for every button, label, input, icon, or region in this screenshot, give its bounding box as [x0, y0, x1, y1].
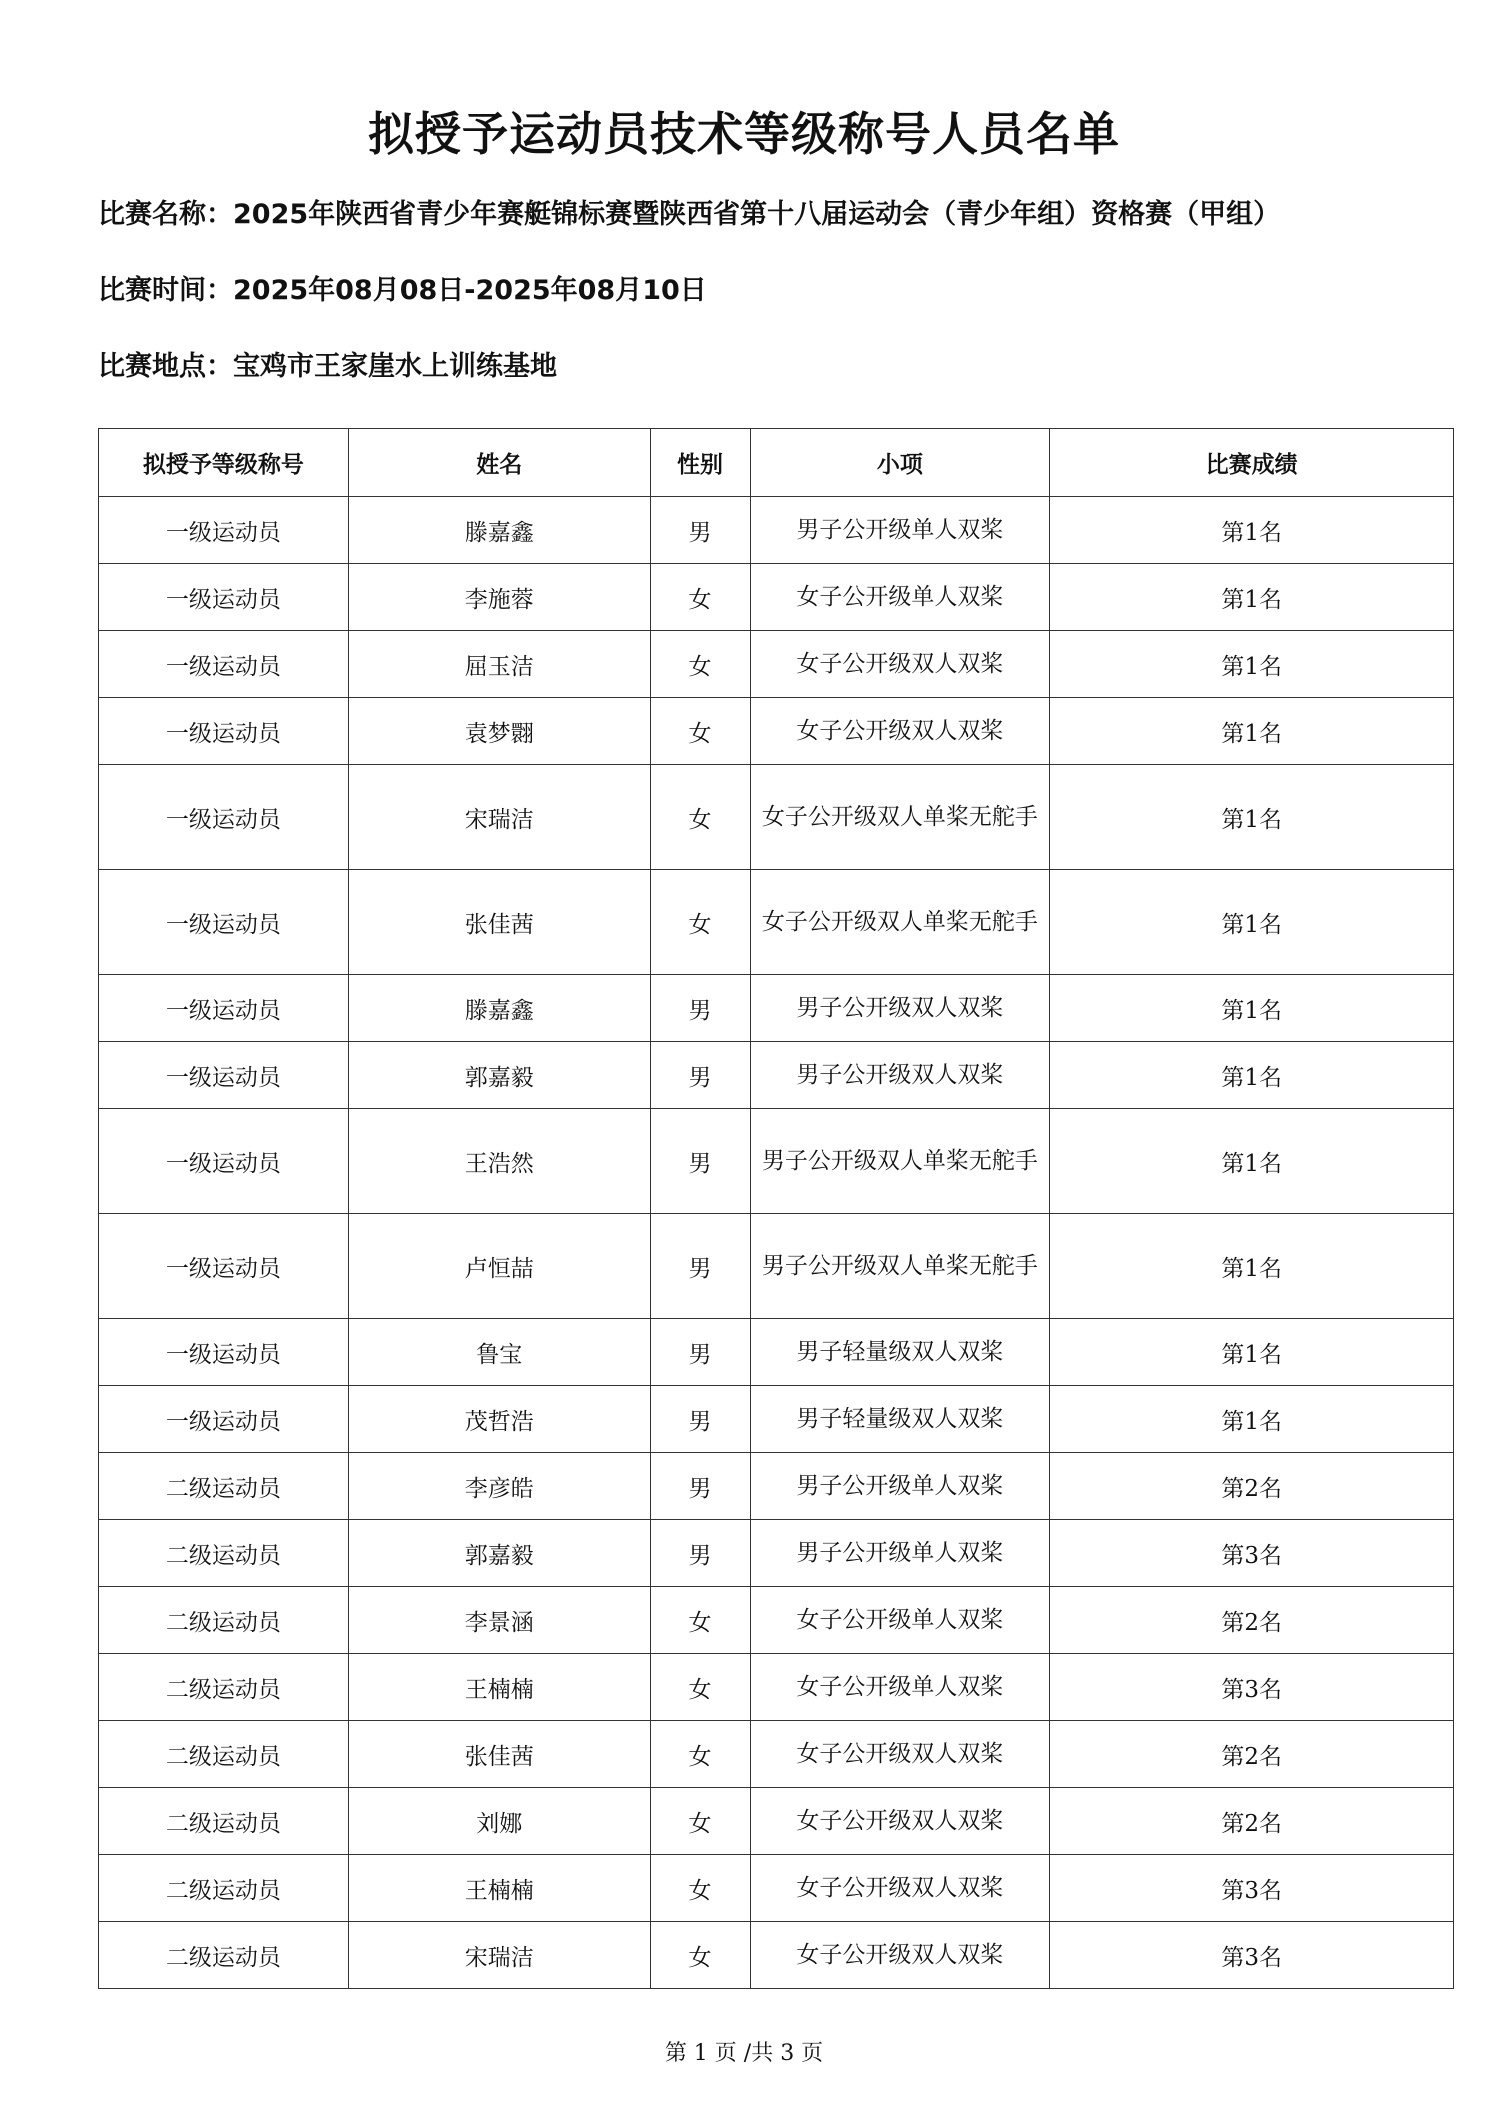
name-cell: 张佳茜	[348, 1721, 650, 1788]
name-cell: 郭嘉毅	[348, 1042, 650, 1109]
result-cell: 第3名	[1050, 1855, 1454, 1922]
result-cell: 第1名	[1050, 1214, 1454, 1319]
table-row	[99, 975, 1454, 1042]
result-cell: 第1名	[1050, 564, 1454, 631]
table-row	[99, 698, 1454, 765]
name-cell: 滕嘉鑫	[348, 497, 650, 564]
gender-cell: 女	[650, 1721, 750, 1788]
grade-cell: 一级运动员	[99, 870, 349, 975]
gender-cell: 男	[650, 1453, 750, 1520]
grade-cell: 二级运动员	[99, 1788, 349, 1855]
grade-cell: 一级运动员	[99, 975, 349, 1042]
event-cell: 男子轻量级双人双桨	[750, 1319, 1050, 1386]
result-cell: 第1名	[1050, 1319, 1454, 1386]
header-result: 比赛成绩	[1050, 429, 1454, 497]
result-cell: 第3名	[1050, 1520, 1454, 1587]
name-cell: 郭嘉毅	[348, 1520, 650, 1587]
grade-cell: 一级运动员	[99, 1386, 349, 1453]
gender-cell: 女	[650, 870, 750, 975]
header-gender: 性别	[650, 429, 750, 497]
grade-cell: 一级运动员	[99, 1319, 349, 1386]
table-row	[99, 870, 1454, 975]
competition-venue: 比赛地点：宝鸡市王家崖水上训练基地	[98, 351, 557, 382]
table-row	[99, 1319, 1454, 1386]
result-cell: 第1名	[1050, 1109, 1454, 1214]
table-body	[99, 497, 1454, 1989]
event-cell: 男子公开级双人单桨无舵手	[750, 1109, 1050, 1214]
grade-cell: 二级运动员	[99, 1855, 349, 1922]
name-cell: 茂哲浩	[348, 1386, 650, 1453]
event-cell: 女子公开级双人双桨	[750, 631, 1050, 698]
event-cell: 女子公开级双人双桨	[750, 1721, 1050, 1788]
document-title: 拟授予运动员技术等级称号人员名单	[368, 107, 1120, 161]
header-grade: 拟授予等级称号	[99, 429, 349, 497]
gender-cell: 女	[650, 1922, 750, 1989]
table-row	[99, 1109, 1454, 1214]
gender-cell: 女	[650, 1587, 750, 1654]
event-cell: 男子公开级双人双桨	[750, 975, 1050, 1042]
name-cell: 宋瑞洁	[348, 765, 650, 870]
gender-cell: 女	[650, 564, 750, 631]
result-cell: 第1名	[1050, 1042, 1454, 1109]
table-row	[99, 1386, 1454, 1453]
event-cell: 男子公开级单人双桨	[750, 1520, 1050, 1587]
table-row	[99, 1922, 1454, 1989]
gender-cell: 女	[650, 1654, 750, 1721]
result-cell: 第2名	[1050, 1721, 1454, 1788]
event-cell: 男子轻量级双人双桨	[750, 1386, 1050, 1453]
result-cell: 第2名	[1050, 1587, 1454, 1654]
name-cell: 李彦皓	[348, 1453, 650, 1520]
event-cell: 男子公开级单人双桨	[750, 1453, 1050, 1520]
event-cell: 女子公开级单人双桨	[750, 1587, 1050, 1654]
table-row	[99, 765, 1454, 870]
name-cell: 屈玉洁	[348, 631, 650, 698]
name-cell: 王浩然	[348, 1109, 650, 1214]
event-cell: 女子公开级单人双桨	[750, 1654, 1050, 1721]
event-cell: 女子公开级双人双桨	[750, 698, 1050, 765]
event-cell: 女子公开级双人单桨无舵手	[750, 765, 1050, 870]
gender-cell: 男	[650, 1214, 750, 1319]
table-row	[99, 631, 1454, 698]
gender-cell: 女	[650, 698, 750, 765]
grade-cell: 一级运动员	[99, 1214, 349, 1319]
result-cell: 第3名	[1050, 1654, 1454, 1721]
grade-cell: 一级运动员	[99, 698, 349, 765]
gender-cell: 男	[650, 497, 750, 564]
result-cell: 第1名	[1050, 497, 1454, 564]
name-cell: 鲁宝	[348, 1319, 650, 1386]
gender-cell: 男	[650, 1319, 750, 1386]
gender-cell: 男	[650, 975, 750, 1042]
event-cell: 女子公开级双人双桨	[750, 1855, 1050, 1922]
grade-cell: 一级运动员	[99, 631, 349, 698]
competition-name: 比赛名称：2025年陕西省青少年赛艇锦标赛暨陕西省第十八届运动会（青少年组）资格赛（甲组）	[98, 199, 1281, 230]
grade-cell: 二级运动员	[99, 1654, 349, 1721]
competition-date: 比赛时间：2025年08月08日-2025年08月10日	[98, 275, 707, 306]
grade-cell: 一级运动员	[99, 564, 349, 631]
table-row	[99, 1587, 1454, 1654]
result-cell: 第1名	[1050, 975, 1454, 1042]
table-row	[99, 1453, 1454, 1520]
event-cell: 女子公开级双人单桨无舵手	[750, 870, 1050, 975]
table-row	[99, 1721, 1454, 1788]
gender-cell: 女	[650, 765, 750, 870]
table-row	[99, 1654, 1454, 1721]
name-cell: 滕嘉鑫	[348, 975, 650, 1042]
result-cell: 第1名	[1050, 631, 1454, 698]
grade-cell: 二级运动员	[99, 1587, 349, 1654]
grade-cell: 二级运动员	[99, 1721, 349, 1788]
gender-cell: 男	[650, 1109, 750, 1214]
page-footer: 第 1 页 /共 3 页	[664, 2041, 824, 2066]
table-row	[99, 497, 1454, 564]
table-row	[99, 1788, 1454, 1855]
result-cell: 第1名	[1050, 698, 1454, 765]
gender-cell: 男	[650, 1042, 750, 1109]
grade-cell: 一级运动员	[99, 765, 349, 870]
event-cell: 男子公开级单人双桨	[750, 497, 1050, 564]
header-event: 小项	[750, 429, 1050, 497]
name-cell: 李施蓉	[348, 564, 650, 631]
athlete-roster-table	[98, 428, 1454, 1989]
name-cell: 刘娜	[348, 1788, 650, 1855]
header-name: 姓名	[348, 429, 650, 497]
event-cell: 女子公开级单人双桨	[750, 564, 1050, 631]
grade-cell: 二级运动员	[99, 1520, 349, 1587]
result-cell: 第2名	[1050, 1788, 1454, 1855]
event-cell: 男子公开级双人双桨	[750, 1042, 1050, 1109]
event-cell: 女子公开级双人双桨	[750, 1922, 1050, 1989]
gender-cell: 女	[650, 631, 750, 698]
result-cell: 第2名	[1050, 1453, 1454, 1520]
table-row	[99, 564, 1454, 631]
name-cell: 卢恒喆	[348, 1214, 650, 1319]
table-row	[99, 1214, 1454, 1319]
table-row	[99, 1855, 1454, 1922]
name-cell: 张佳茜	[348, 870, 650, 975]
event-cell: 女子公开级双人双桨	[750, 1788, 1050, 1855]
gender-cell: 男	[650, 1520, 750, 1587]
event-cell: 男子公开级双人单桨无舵手	[750, 1214, 1050, 1319]
name-cell: 袁梦翾	[348, 698, 650, 765]
table-header-row	[99, 429, 1454, 497]
grade-cell: 一级运动员	[99, 1109, 349, 1214]
result-cell: 第3名	[1050, 1922, 1454, 1989]
result-cell: 第1名	[1050, 1386, 1454, 1453]
grade-cell: 二级运动员	[99, 1922, 349, 1989]
grade-cell: 一级运动员	[99, 497, 349, 564]
name-cell: 宋瑞洁	[348, 1922, 650, 1989]
name-cell: 王楠楠	[348, 1654, 650, 1721]
name-cell: 王楠楠	[348, 1855, 650, 1922]
grade-cell: 一级运动员	[99, 1042, 349, 1109]
gender-cell: 女	[650, 1855, 750, 1922]
gender-cell: 女	[650, 1788, 750, 1855]
grade-cell: 二级运动员	[99, 1453, 349, 1520]
table-row	[99, 1042, 1454, 1109]
result-cell: 第1名	[1050, 765, 1454, 870]
result-cell: 第1名	[1050, 870, 1454, 975]
gender-cell: 男	[650, 1386, 750, 1453]
name-cell: 李景涵	[348, 1587, 650, 1654]
table-row	[99, 1520, 1454, 1587]
